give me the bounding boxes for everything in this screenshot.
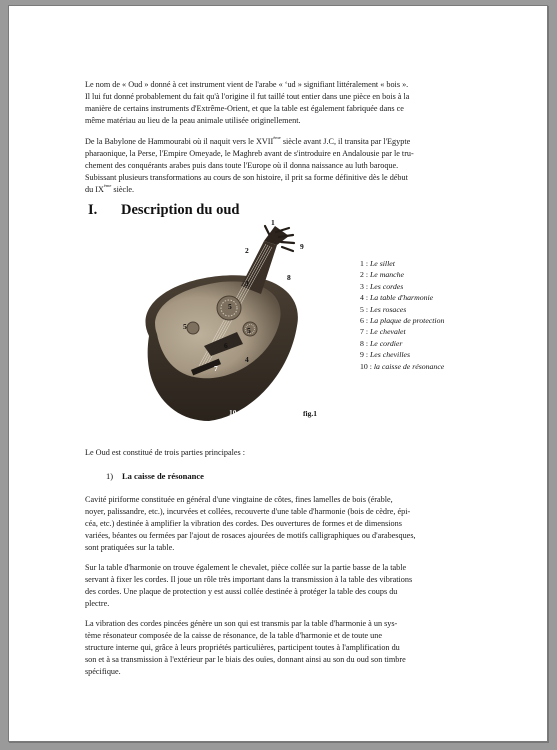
callout-6: 6 [224, 341, 228, 350]
callout-1: 1 [271, 218, 275, 227]
document-page [8, 5, 548, 742]
text-line: céa, etc.) destinée à amplifier la vibration des cordes. Des ouvertures de formes et de dimensions [85, 519, 402, 528]
text-line: Il lui fut donné probablement du fait qu'à l'origine il fut taillé tout entier dans une pièce en bois à la [85, 92, 410, 101]
text-line: Cavité piriforme constituée en général d'une vingtaine de côtes, fines lamelles de bois (érable, [85, 495, 393, 504]
text-line: des cordes. Une plaque de protection y est aussi collée destinée à protéger la table des coups du [85, 587, 398, 596]
text-line: du IXème siècle. [85, 183, 135, 194]
text-line: chement des conquérants arabes puis dans toute l'Europe où il donna naissance au luth baroque. [85, 161, 399, 170]
paragraph-cavity [85, 494, 494, 554]
legend-item: 7 : Le chevalet [360, 327, 406, 337]
legend-item: 10 : la caisse de résonance [360, 361, 445, 371]
section-number: I. [88, 202, 98, 218]
callout-5-right: 5 [247, 326, 251, 335]
legend-item: 1 : Le sillet [360, 259, 395, 268]
section-title: Description du oud [121, 202, 240, 218]
text-line: De la Babylone de Hammourabi où il naquit vers le XVIIème siècle avant J.C, il transita par l'Egypte [85, 135, 411, 146]
legend-item: 9 : Les chevilles [360, 350, 411, 360]
callout-3: 3 [245, 279, 249, 288]
callout-9: 9 [300, 242, 304, 251]
callout-4: 4 [245, 355, 249, 364]
paragraph-bridge [85, 562, 494, 610]
oud-illustration [129, 216, 319, 431]
callout-2: 2 [245, 246, 249, 255]
text-line: spécifique. [85, 667, 121, 676]
text-line: son et à sa transmission à l'extérieur par le biais des ouïes, donnant ainsi au son du oud son timbre [85, 655, 406, 664]
text-line: variées, béantes ou fermées par l'ajout de rosaces ajourées de motifs calligraphiques ou d'arabesques, [85, 531, 416, 540]
text-line: pharaonique, la Perse, l'Empire Omeyade, le Maghreb avant de s'introduire en Andalousie par le tru- [85, 149, 414, 158]
text-line: Le nom de « Oud » donné à cet instrument vient de l'arabe « ‘ud » signifiant littéralement « bois ». [85, 80, 409, 89]
figure-legend [360, 258, 444, 372]
text-line: même matériau au lieu de la peau animale utilisée originellement. [85, 116, 301, 125]
paragraph-vibration [85, 618, 494, 678]
text-line: Sur la table d'harmonie on trouve également le chevalet, pièce collée sur la partie basse de la table [85, 563, 407, 572]
paragraph-history [85, 136, 494, 196]
text-line: Subissant plusieurs transformations au cours de son histoire, il prit sa forme définitive dès le début [85, 173, 408, 182]
legend-item: 3 : Les cordes [360, 281, 404, 291]
figure-caption: fig.1 [303, 409, 317, 418]
legend-item: 4 : La table d'harmonie [360, 293, 434, 303]
text-line: noyer, palissandre, etc.), incurvées et collées, recouverte d'une table d'harmonie (bois de cèdre, épi- [85, 507, 411, 516]
text-line: tème résonateur composée de la caisse de résonance, de la table d'harmonie et de toute une [85, 631, 383, 640]
legend-item: 6 : La plaque de protection [360, 316, 445, 326]
text-line: La vibration des cordes pincées génère un son qui est transmis par la table d'harmonie à un sys- [85, 619, 398, 628]
legend-item: 5 : Les rosaces [360, 304, 407, 314]
subsection-heading [106, 471, 204, 481]
paragraph-oud-name [85, 79, 494, 127]
callout-10: 10 [229, 408, 237, 417]
text-line: Le Oud est constitué de trois parties principales : [85, 448, 246, 457]
callout-5-left: 5 [183, 322, 187, 331]
subsection-number: 1) [106, 471, 114, 481]
text-line: sont pratiquées sur la table. [85, 543, 175, 552]
legend-item: 2 : Le manche [360, 270, 404, 280]
paragraph-three-parts [85, 447, 494, 459]
text-line: plectre. [85, 599, 110, 608]
subsection-title: La caisse de résonance [122, 471, 204, 481]
legend-item: 8 : Le cordier [360, 338, 403, 348]
text-line: structure interne qui, grâce à leurs propriétés particulières, participent toutes à l'amplification du [85, 643, 400, 652]
text-line: manière de certains instruments d'Extrême-Orient, et que la table est également fabriquée dans ce [85, 104, 404, 113]
callout-8: 8 [287, 273, 291, 282]
text-line: servant à fixer les cordes. Il joue un rôle très important dans la transmission à la table des vibrations [85, 575, 413, 584]
callout-5-center: 5 [228, 302, 232, 311]
callout-7: 7 [214, 364, 218, 373]
